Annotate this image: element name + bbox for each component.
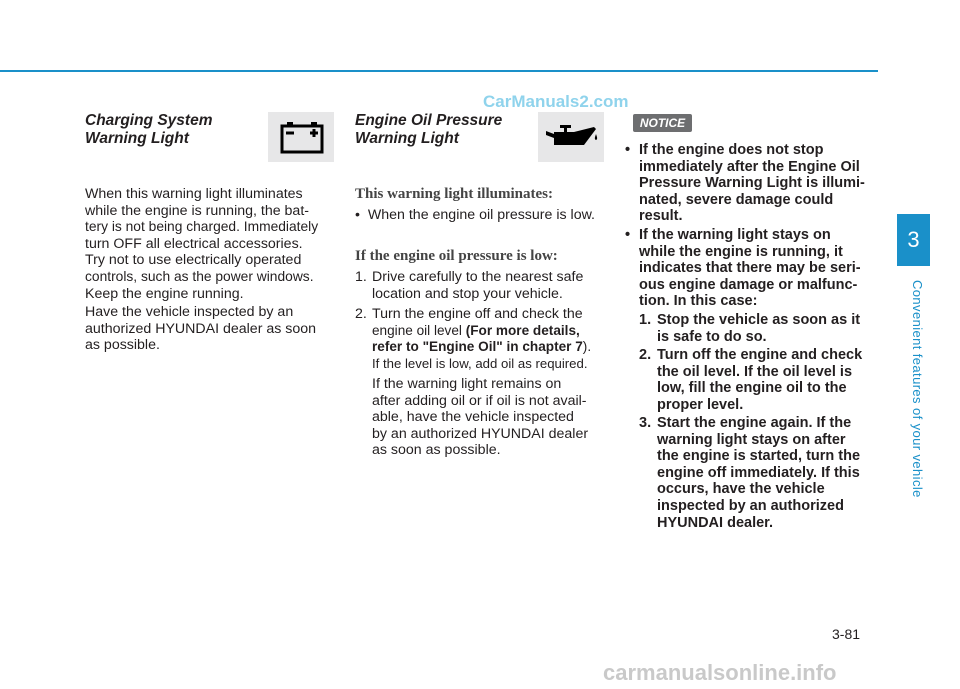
text-line: as soon as possible.: [372, 442, 501, 459]
heading-line: Charging System: [85, 112, 213, 129]
step-number: 2.: [355, 306, 367, 322]
text-line: while the engine is running, the bat-: [85, 202, 309, 219]
text-line: Start the engine again. If the: [657, 415, 852, 431]
text-line: Turn the engine off and check the: [372, 306, 583, 322]
heading-line: Warning Light: [85, 130, 189, 147]
text-line: Keep the engine running.: [85, 285, 244, 302]
step-extra-paragraph: [372, 376, 604, 459]
bullet-glyph: •: [625, 227, 631, 243]
text-line: When this warning light illuminates: [85, 186, 303, 202]
bullet-text: When the engine oil pressure is low.: [367, 207, 595, 223]
oil-pressure-heading: [355, 112, 502, 148]
text-line: Try not to use electrically operated: [85, 252, 302, 269]
bullet-item: [355, 207, 595, 224]
text-line: the engine is started, turn the: [657, 448, 861, 465]
text-line: nated, severe damage could: [639, 191, 834, 208]
heading-line: Warning Light: [355, 130, 459, 147]
text-line: result.: [639, 208, 683, 225]
text-line: location and stop your vehicle.: [372, 285, 563, 302]
text-line: is safe to do so.: [657, 328, 767, 345]
text-line: HYUNDAI dealer.: [657, 514, 774, 531]
text-line: Stop the vehicle as soon as it: [657, 312, 861, 328]
text-line: Turn off the engine and check: [657, 347, 863, 363]
text-line: indicates that there may be seri-: [639, 260, 861, 277]
notice-bullet-2: [639, 227, 879, 310]
bullet-glyph: •: [625, 142, 631, 158]
text-line: turn OFF all electrical accessories.: [85, 235, 303, 252]
notice-bullet-1: [639, 142, 879, 225]
notice-step-2: [657, 347, 879, 413]
text-line: warning light stays on after: [657, 431, 846, 448]
text-line: Drive carefully to the nearest safe: [372, 269, 584, 285]
page-number: 3-81: [832, 626, 861, 642]
text-line: while the engine is running, it: [639, 243, 843, 260]
charging-paragraph-2: [85, 304, 334, 354]
text-line: by an authorized HYUNDAI dealer: [372, 425, 589, 442]
step-text: [372, 306, 604, 372]
charging-heading: [85, 112, 212, 148]
battery-warning-icon: [268, 112, 334, 162]
text-run: refer to "Engine Oil" in chapter 7: [372, 339, 583, 355]
text-line: [372, 323, 604, 340]
chapter-title: Convenient features of your vehicle: [910, 280, 925, 498]
text-line: ous engine damage or malfunc-: [639, 276, 858, 293]
text-line: after adding oil or if oil is not avail-: [372, 392, 587, 409]
step-text: [372, 269, 604, 302]
text-line: occurs, have the vehicle: [657, 481, 825, 498]
text-line: able, have the vehicle inspected: [372, 409, 574, 426]
notice-step-1: [657, 312, 879, 345]
text-line: If the level is low, add oil as required.: [372, 355, 588, 371]
charging-paragraph-1: [85, 186, 334, 302]
text-line: If the engine does not stop: [639, 142, 824, 158]
text-line: tion. In this case:: [639, 293, 758, 310]
step-number: 2.: [639, 347, 652, 363]
text-line: engine off immediately. If this: [657, 464, 860, 481]
text-line: If the warning light remains on: [372, 376, 562, 392]
text-run: engine oil level: [372, 322, 466, 338]
text-line: Have the vehicle inspected by an: [85, 304, 294, 320]
step-number: 1.: [355, 269, 367, 285]
text-line: inspected by an authorized: [657, 497, 844, 514]
text-line: [372, 339, 604, 356]
text-line: the oil level. If the oil level is: [657, 363, 853, 380]
text-run: ).: [582, 339, 592, 355]
watermark-top: CarManuals2.com: [483, 92, 629, 111]
chapter-tab: 3: [897, 214, 930, 266]
text-line: as possible.: [85, 337, 160, 354]
oil-pressure-warning-icon: [538, 112, 604, 162]
watermark-bottom: carmanualsonline.info: [603, 660, 837, 685]
text-run: (For more details,: [465, 322, 580, 338]
text-line: low, fill the engine oil to the: [657, 380, 847, 397]
heading-line: Engine Oil Pressure: [355, 112, 503, 129]
step-number: 3.: [639, 415, 652, 431]
notice-step-3: [657, 415, 879, 531]
text-line: immediately after the Engine Oil: [639, 158, 860, 175]
text-line: tery is not being charged. Immediately: [85, 219, 319, 235]
text-line: controls, such as the power windows.: [85, 268, 314, 284]
bullet-glyph: •: [355, 207, 368, 223]
text-line: authorized HYUNDAI dealer as soon: [85, 320, 317, 337]
step-number: 1.: [639, 312, 652, 328]
notice-badge: NOTICE: [633, 114, 692, 132]
sub-heading: If the engine oil pressure is low:: [355, 248, 558, 264]
text-line: proper level.: [657, 396, 744, 413]
sub-heading: This warning light illuminates:: [355, 186, 553, 202]
text-line: If the warning light stays on: [639, 227, 831, 243]
header-rule: [0, 70, 878, 72]
text-line: Pressure Warning Light is illumi-: [639, 175, 865, 192]
